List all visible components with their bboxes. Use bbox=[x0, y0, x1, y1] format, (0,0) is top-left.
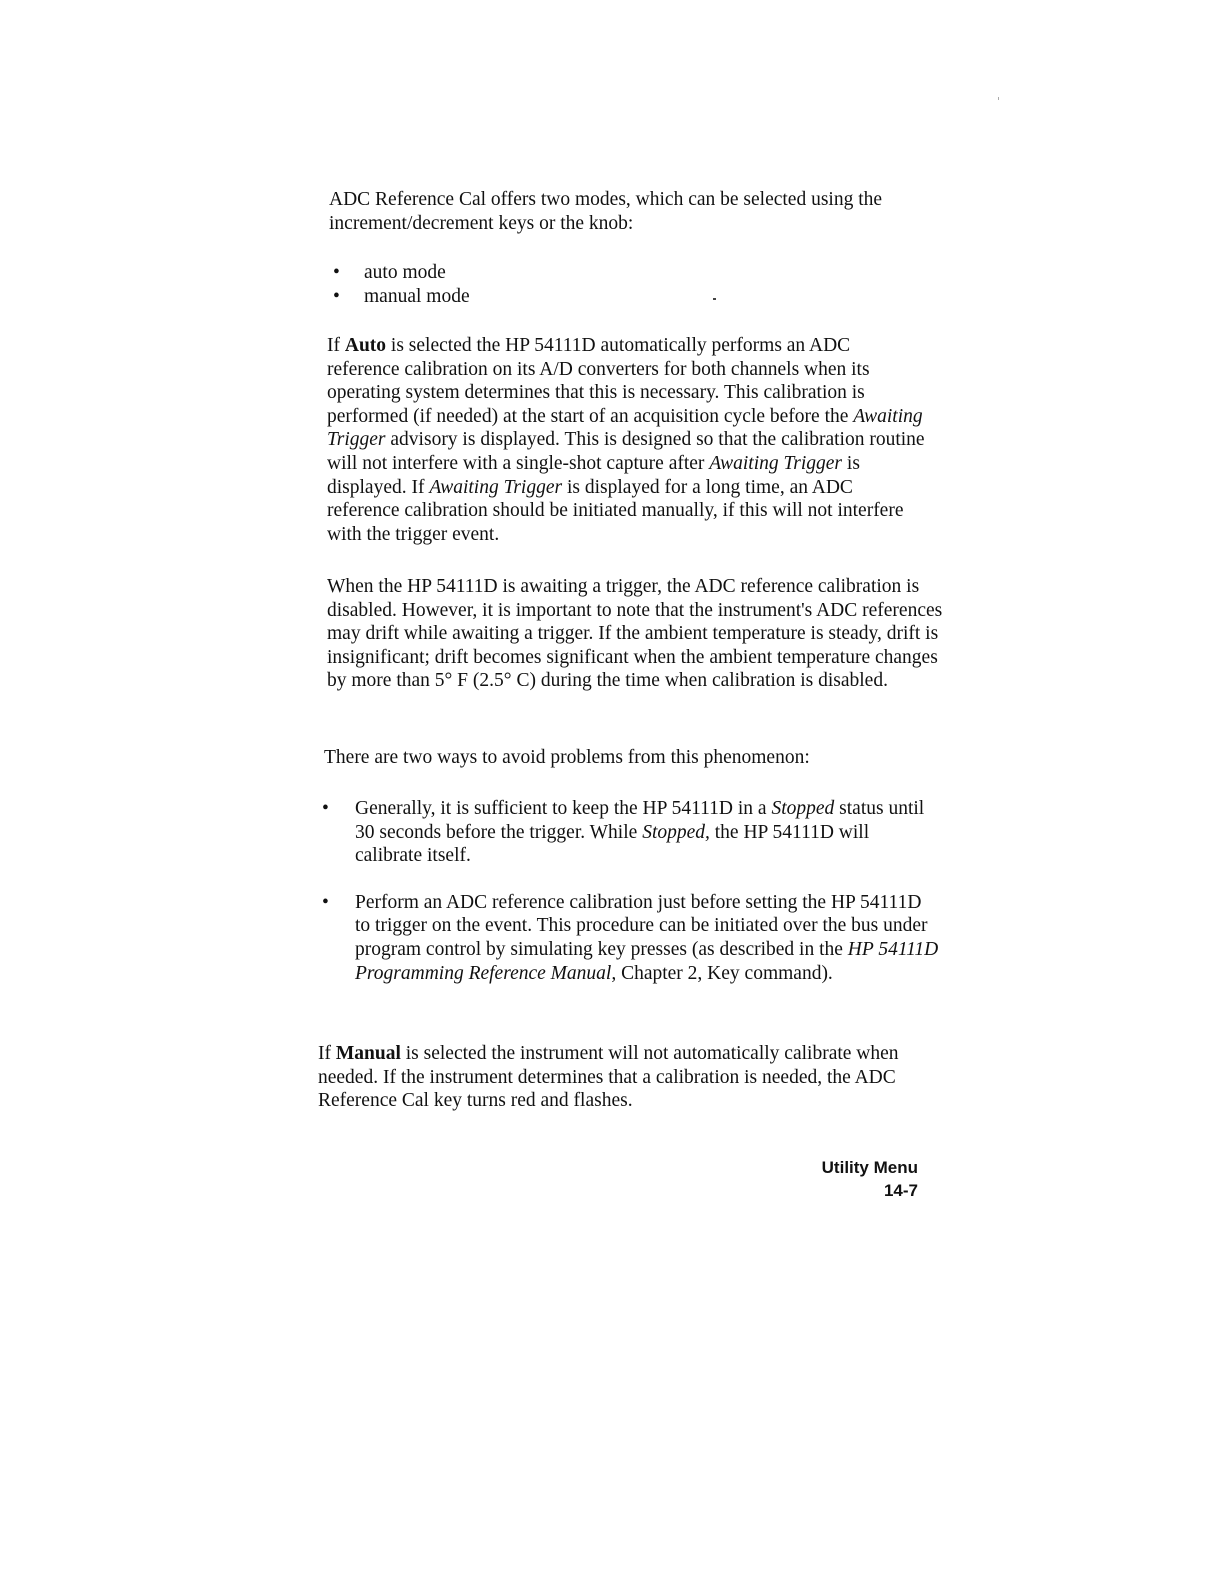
mode-auto-label: auto mode bbox=[364, 262, 446, 283]
drift-paragraph bbox=[327, 575, 947, 693]
list-item bbox=[320, 891, 940, 985]
ways-intro-text: There are two ways to avoid problems from this phenomenon: bbox=[324, 747, 810, 768]
manual-keyword: Manual bbox=[335, 1043, 401, 1064]
auto-text-4: is displayed for a long time, an ADC reference calibration should be initiated manually, if this will not interfere with the trigger event. bbox=[327, 476, 904, 545]
auto-text-1: is selected the HP 54111D automatically performs an ADC reference calibration on its A/D converters for both channels when its operating system determines that this is necessary. This calibration is performed (if needed) at the start of an acquisition cycle before the bbox=[327, 335, 870, 427]
ways-list bbox=[320, 797, 940, 1008]
list-item bbox=[329, 285, 929, 309]
awaiting-trigger-term: Awaiting Trigger bbox=[709, 452, 843, 474]
bullet-icon: • bbox=[322, 798, 329, 819]
manual-lead-text: If bbox=[318, 1043, 336, 1064]
auto-keyword: Auto bbox=[344, 335, 387, 356]
auto-text-2: advisory is displayed. This is designed so that the calibration routine will not interfere with a single-shot capture after bbox=[327, 429, 925, 474]
way-2-text-1: Perform an ADC reference calibration just before setting the HP 54111D to trigger on the event. This procedure can be initiated over the bus under program control by simulating key presses (as described in the bbox=[355, 891, 928, 960]
awaiting-trigger-term: Awaiting Trigger bbox=[327, 405, 923, 451]
bullet-icon: • bbox=[333, 285, 340, 307]
manual-paragraph bbox=[318, 1042, 938, 1113]
bullet-icon: • bbox=[322, 891, 329, 913]
scan-speck bbox=[713, 298, 716, 300]
intro-text: ADC Reference Cal offers two modes, which can be selected using the increment/decrement keys or the knob: bbox=[329, 189, 883, 234]
auto-text-3: is displayed. If bbox=[327, 452, 860, 498]
page-footer bbox=[822, 1156, 918, 1202]
list-item bbox=[320, 797, 940, 868]
stopped-term: Stopped, bbox=[642, 821, 710, 843]
bullet-icon: • bbox=[333, 262, 340, 283]
modes-list bbox=[329, 261, 929, 308]
scan-speck bbox=[998, 97, 999, 100]
auto-paragraph bbox=[327, 334, 927, 546]
intro-paragraph bbox=[329, 188, 929, 235]
section-title: Utility Menu bbox=[821, 1158, 918, 1177]
awaiting-trigger-term: Awaiting Trigger bbox=[429, 476, 563, 498]
stopped-term: Stopped bbox=[771, 798, 835, 819]
page-number: 14-7 bbox=[883, 1181, 918, 1200]
way-1-text-2: status until 30 seconds before the trigger. While bbox=[355, 798, 925, 843]
list-item bbox=[329, 261, 929, 285]
way-1-text-1: Generally, it is sufficient to keep the HP 54111D in a bbox=[355, 798, 772, 819]
mode-manual-label: manual mode bbox=[364, 285, 470, 307]
way-1-text-3: the HP 54111D will calibrate itself. bbox=[355, 821, 870, 867]
auto-lead-text: If bbox=[327, 335, 345, 356]
manual-title-reference: HP 54111D Programming Reference Manual, bbox=[355, 938, 939, 984]
way-2-text-2: Chapter 2, Key command). bbox=[616, 962, 833, 984]
manual-text: is selected the instrument will not automatically calibrate when needed. If the instrument determines that a calibration is needed, the ADC Reference Cal key turns red and flashes. bbox=[318, 1043, 899, 1112]
ways-intro-paragraph bbox=[324, 746, 924, 770]
drift-text: When the HP 54111D is awaiting a trigger, the ADC reference calibration is disabled. However, it is important to note that the instrument's ADC references may drift while awaiting a trigger. If the ambient temperature is steady, drift is insignificant; drift becomes significant when the ambient temperature changes by more than 5° F (2.5° C) during the time when calibration is disabled. bbox=[327, 576, 943, 692]
